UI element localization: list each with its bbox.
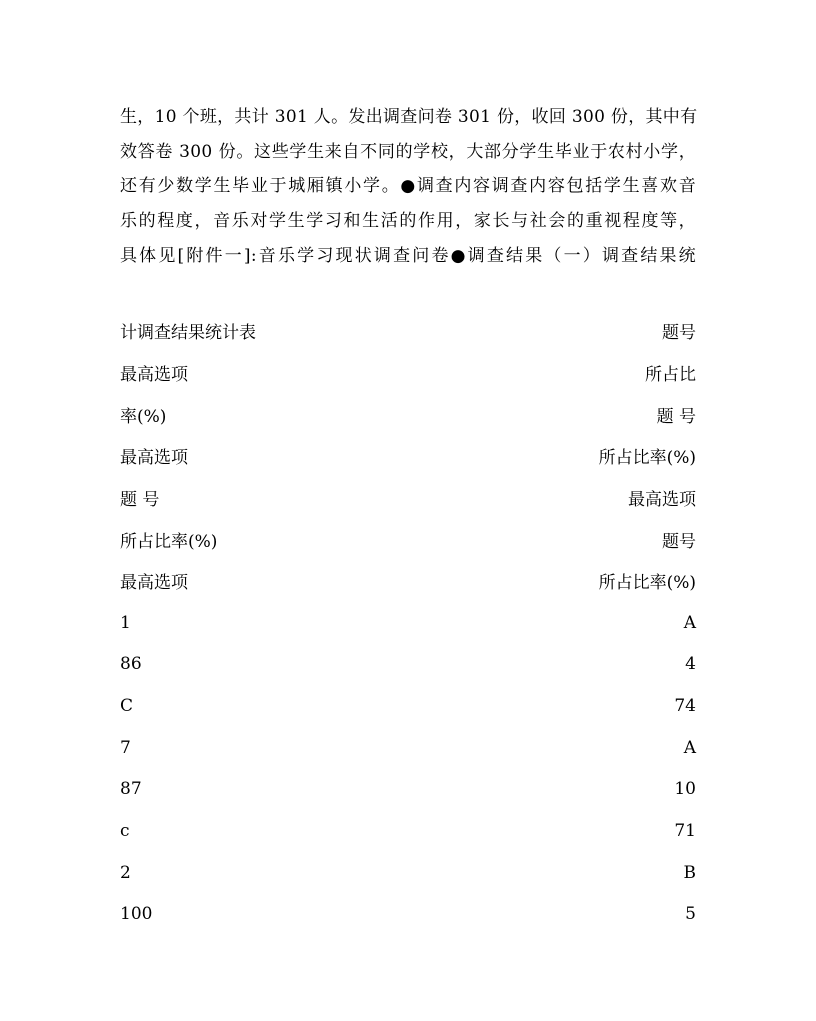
paragraph-line: 乐的程度，音乐对学生学习和生活的作用，家长与社会的重视程度等， [120, 211, 696, 232]
table-row [120, 435, 696, 477]
row-right-text: B [683, 862, 696, 883]
row-right-text: A [683, 737, 696, 758]
document-page [120, 0, 696, 1021]
row-right-text: 最高选项 [628, 490, 696, 511]
paragraph-line: 生，10 个班，共计 301 人。发出调查问卷 301 份，收回 300 份，其中有 [120, 107, 698, 127]
body-paragraph [120, 100, 696, 274]
row-left-text: 最高选项 [120, 365, 188, 386]
row-left-text: 率(%) [120, 406, 167, 427]
row-left-text: 题 号 [120, 490, 160, 511]
table-row [120, 602, 696, 644]
row-left-text: C [120, 696, 134, 717]
table-row [120, 769, 696, 811]
row-left-text: 所占比率(%) [120, 531, 218, 552]
table-row [120, 560, 696, 602]
table-row [120, 685, 696, 727]
table-row [120, 852, 696, 894]
row-left-text: 最高选项 [120, 573, 188, 594]
table-row [120, 477, 696, 519]
row-right-text: 题号 [662, 531, 696, 552]
row-left-text: 7 [120, 737, 131, 758]
row-left-text: 最高选项 [120, 448, 188, 469]
row-right-text: 题 号 [656, 406, 696, 427]
table-row [120, 810, 696, 852]
row-right-text: A [683, 612, 696, 633]
paragraph-line: 效答卷 300 份。这些学生来自不同的学校，大部分学生毕业于农村小学， [120, 141, 696, 162]
paragraph-line: 还有少数学生毕业于城厢镇小学。●调查内容调查内容包括学生喜欢音 [120, 176, 696, 197]
row-right-text: 所占比 [645, 365, 696, 386]
row-left-text: 100 [120, 904, 153, 925]
row-left-text: c [120, 821, 130, 842]
row-right-text: 所占比率(%) [598, 573, 696, 594]
paragraph-line: 具体见[附件一]:音乐学习现状调查问卷●调查结果（一）调查结果统 [120, 245, 696, 266]
row-right-text: 题号 [662, 323, 696, 344]
row-right-text: 4 [685, 654, 696, 675]
row-left-text: 计调查结果统计表 [120, 323, 256, 344]
row-right-text: 5 [685, 904, 696, 925]
table-row [120, 894, 696, 936]
table-row [120, 644, 696, 686]
table-row [120, 727, 696, 769]
row-right-text: 10 [674, 779, 696, 800]
table-row [120, 393, 696, 435]
table-row [120, 518, 696, 560]
stat-table-flow [120, 310, 696, 935]
table-row [120, 352, 696, 394]
row-right-text: 所占比率(%) [598, 448, 696, 469]
table-row [120, 310, 696, 352]
row-right-text: 74 [674, 696, 696, 717]
row-right-text: 71 [674, 821, 696, 842]
row-left-text: 87 [120, 779, 142, 800]
row-left-text: 86 [120, 654, 142, 675]
row-left-text: 2 [120, 862, 131, 883]
row-left-text: 1 [120, 612, 131, 633]
